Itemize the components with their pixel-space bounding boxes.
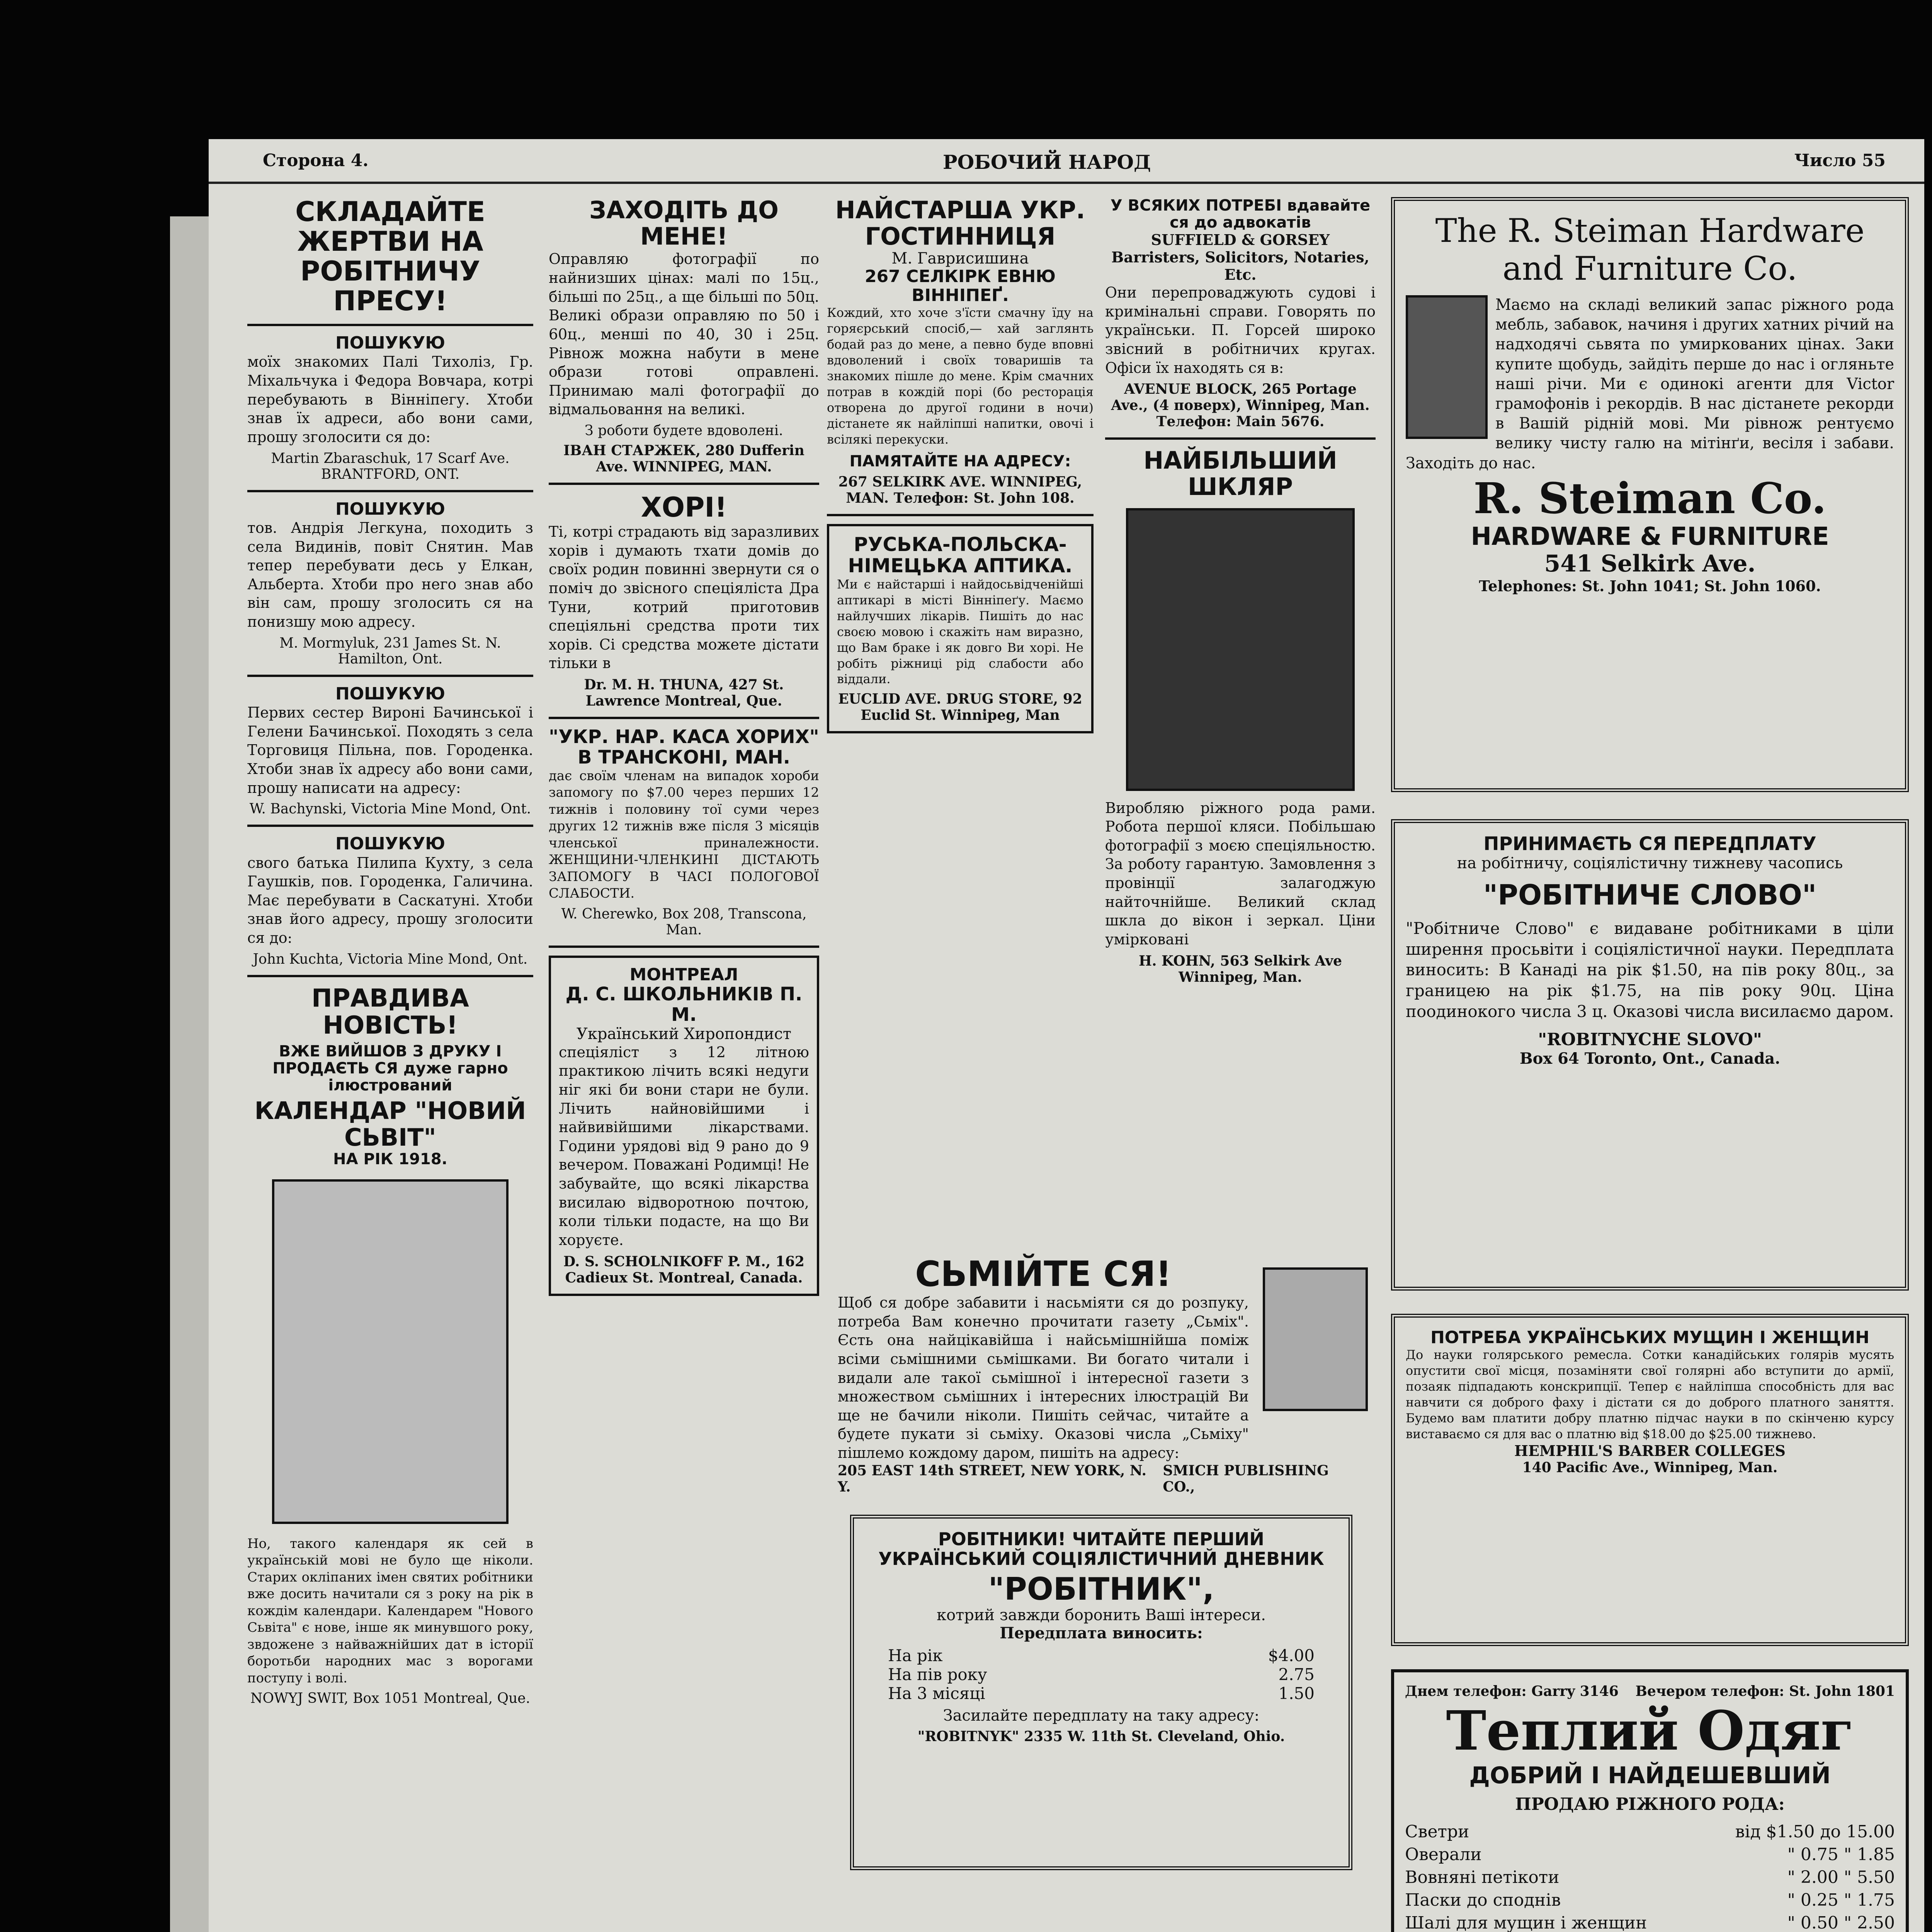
portrait-photo (1126, 508, 1355, 791)
sick-headline: ХОРІ! (641, 492, 727, 523)
glass-headline: НАЙБІЛЬШИЙ ШКЛЯР (1143, 446, 1337, 501)
gramophone-illustration (1406, 295, 1488, 439)
robitnyk-ad: РОБІТНИКИ! ЧИТАЙТЕ ПЕРШИЙ УКРАЇНСЬКИЙ СОЦІЯЛІСТИЧНИЙ ДНЕВНИК "РОБІТНИК", котрий завжди боронить Ваші інтереси. Передплата виносить: На рік $4.00 На пів року 2.75 На 3 місяці 1.50 Засилайте передплату на таку адресу: "ROBITNYK" 2335 W. 11th St. Cleveland, Ohio. (850, 1515, 1352, 1870)
barber-ad: ПОТРЕБА УКРАЇНСЬКИХ МУЩИН І ЖЕНЩИН До науки голярського ремесла. Сотки канадійських голярів мусять опустити свої місця, позаміняти свої голярні або вступити до армії, позаяк підпадають конскрипції. Тепер є найлiпша способність для вас навчити ся доброго фаху і дістати ся до доброго платного заняття. Будемо вам платити добру платню підчас науки в по скінченю курсу виставаємо ся для вас о платню від $18.00 до $25.00 тижнево. HEMPHIL'S BARBER COLLEGES 140 Pacific Ave., Winnipeg, Man. (1391, 1314, 1909, 1646)
come-headline: ЗАХОДІТЬ ДО МЕНЕ! (589, 196, 779, 251)
page-header (209, 139, 1924, 184)
column-2: ЗАХОДІТЬ ДО МЕНЕ! Оправляю фотографії по найнизших цінах: малі по 15ц., більші по 25ц., а ще більші по 50ц. Великі образи оправляю по 50 і 60ц., менші по 40, 30 і 25ц. Рівнож можна набути в мене образи готові оправлені. Принимаю малі фотографії до відмальовання на великі. З роботи будете вдоволені. ІВАН СТАРЖЕК, 280 Dufferin Ave. WINNIPEG, MAN. ХОРІ! Ті, котрі страдають від заразливих хорів і думають тхати домів до своїх родин повинні звернути ся о поміч до звісного спеціяліста Дра Туни, котрий приготовив спеціяльні средства проти тих хорів. Сі средства можете дістати тільки в Dr. M. H. THUNA, 427 St. Lawrence Montreal, Que. "УКР. НАР. КАСА ХОРИХ" В ТРАНСКОНІ, МАН. дає своїм членам на випадок хороби запомогу по $7.00 через перших 12 тижнів і половину тої суми через других 12 тижнів вже після 3 місяців членської приналежности. ЖЕНЩИНИ-ЧЛЕНКИНІ ДІСТАЮТЬ ЗАПОМОГУ В ЧАСІ ПОЛОГОВОЇ СЛАБОСТИ. W. Cherewko, Box 208, Transcona, Man. МОНТРЕАЛ Д. С. ШКОЛЬНИКІВ П. М. Український Хиропондист спеціяліст з 12 літною практикою лічить всякі недуги ніг які би вони стари не були. Лічить найновійшими і найвивійшими лікарствами. Години урядові від 9 рано до 9 вечером. Поважані Родимці! Не забувайте, що всякі лікарства висилаю відворотною почтою, коли тільки подасте, на що Ви хоруєте. D. S. SCHOLNIKOFF P. M., 162 Cadieux St. Montreal, Canada. (549, 197, 819, 1296)
clothes-ad: Днем телефон: Garry 3146 Вечером телефон: St. John 1801 Теплий Одяг ДОБРИЙ І НАЙДЕШЕВШИЙ ПРОДАЮ РІЖНОГО РОДА: Светри від $1.50 до 15.00 Оверали " 0.75 " 1.85 Вовняні петікоти " 2.00 " 5.50 Паски до споднів " 0.25 " 1.75 Шалі для мущин і женщин " 0.50 " 2.50 (1391, 1669, 1909, 1932)
issue-number: Число 55 (1794, 151, 1886, 170)
newspaper-page (209, 139, 1924, 1932)
paper-title: РОБОЧИЙ НАРОД (943, 151, 1151, 173)
kasa-headline: "УКР. НАР. КАСА ХОРИХ" В ТРАНСКОНІ, МАН. (549, 726, 819, 768)
search-ad-1: ПОШУКУЮ моїх знакомих Палі Тихоліз, Гр. Міхальчука і Федора Вовчара, котрі перебувають в Вінніпегу. Хтоби знав їх адреси, або вони сами, прошу зголосити ся до: Martin Zbaraschuk, 17 Scarf Ave. BRANTFORD, ONT. (247, 333, 533, 482)
column-3: НАЙСТАРША УКР. ГОСТИННИЦЯ М. Гаврисишина 267 СЕЛКІРК ЕВНЮ ВІННІПЕҐ. Кождий, хто хоче з'їсти смачну їду на гоpяєрський спосіб,— хай заглянть бодай раз до мене, а певно буде вповні вдоволений і своїх товаришів та знакомих пішле до мене. Крім смачних потрав в кождій порі (бо ресторація отворена до другої години в ночи) дістанете як найліпші напитки, овочі і всілякі перекуски. ПАМЯТАЙТЕ НА АДРЕСУ: 267 SELKIRK AVE. WINNIPEG, MAN. Телефон: St. John 108. РУСЬКА-ПОЛЬСКА-НІМЕЦЬКА АПТИКА. Ми є найстарші і найдосьвідченійші аптикарі в місті Вінніпеґу. Маємо найлучших лікарів. Пишіть до нас своєю мовою і скажіть нам виразно, що Вам браке і як довго Ви хорі. Не робіть ріжниці рід слабости або віддали. EUCLID AVE. DRUG STORE, 92 Euclid St. Winnipeg, Man (827, 197, 1094, 733)
pharmacy-ad: РУСЬКА-ПОЛЬСКА-НІМЕЦЬКА АПТИКА. Ми є найстарші і найдосьвідченійші аптикарі в місті Вінніпеґу. Маємо найлучших лікарів. Пишіть до нас своєю мовою і скажіть нам виразно, що Вам браке і як довго Ви хорі. Не робіть ріжниці рід слабости або віддали. EUCLID AVE. DRUG STORE, 92 Euclid St. Winnipeg, Man (827, 524, 1094, 734)
column-1 (247, 197, 533, 1706)
cartoon-illustration (1263, 1267, 1368, 1411)
search-ad-4: ПОШУКУЮ свого батька Пилипа Кухту, з села Гаушків, пов. Городенка, Галичина. Має перебувати в Саскатуні. Хтоби знав його адресу, прошу зголосити ся до: John Kuchta, Victoria Mine Mond, Ont. (247, 834, 533, 967)
clothes-price-table: Светри від $1.50 до 15.00 Оверали " 0.75 " 1.85 Вовняні петікоти " 2.00 " 5.50 Паски до споднів " 0.25 " 1.75 Шалі для мущин і женщин " 0.50 " 2.50 (1405, 1822, 1895, 1932)
donate-headline: СКЛАДАЙТЕ ЖЕРТВИ НА РОБІТНИЧУ ПРЕСУ! (295, 196, 485, 317)
robitnyk-prices: На рік $4.00 На пів року 2.75 На 3 місяці 1.50 (888, 1646, 1315, 1703)
slovo-ad: ПРИНИМАЄТЬ СЯ ПЕРЕДПЛАТУ на робітничу, соціялістичну тижневу часопись "РОБІТНИЧЕ СЛОВО" "Робітниче Слово" є видаване робітниками в ціли ширення просьвіти і соціялістичної науки. Передплата виносить: В Канаді на рік $1.50, на пів року 80ц., за границею на рік $1.75, на пів року 90ц. Ціна поодинокого числа 3 ц. Оказові числа висилаємо даром. "ROBITNYCHE SLOVO" Box 64 Toronto, Ont., Canada. (1391, 819, 1909, 1291)
previous-page-edge (170, 216, 209, 1932)
search-ad-3: ПОШУКУЮ Первих сестер Вироні Бачинської і Гелени Бачинської. Походять з села Торговиця Пільна, пов. Городенка. Хтоби знав їх адресу або вони сами, прошу написати на адресу: W. Bachynski, Victoria Mine Mond, Ont. (247, 684, 533, 817)
calendar-ad: ПРАВДИВА НОВІСТЬ! ВЖЕ ВИЙШОВ З ДРУКУ І ПРОДАЄТЬ СЯ дуже гарно ілюстрований КАЛЕНДАР "НОВИЙ СЬВІТ" НА РІК 1918. Но, такого календаря як сей в українській мові не було ще ніколи. Стариx окліпаних імен святих робітники вже досить начитали ся з року на рік в кождім календари. Календарем "Нового Сьвіта" є нове, інше як минувшого року, звдожене з найважнійших дат в історії боротьби народних мас з ворогами поступу і волі. NOWYJ SWIT, Box 1051 Montreal, Que. (247, 984, 533, 1707)
calendar-illustration (272, 1179, 509, 1524)
laugh-ad: СЬМІЙТЕ СЯ! Щоб ся добре забавити і насьміяти ся до розпуку, потреба Вам конечно прочитати газету „Сьмix". Єсть она найцікавійша і найсьмішнійша поміж всіми сьмішними сьмішками. Ви богато читали і видали але такої сьмішної і інтересної газети з множеством сьмішних і інтересних ілюстрацій Ви ще не бачили ніколи. Пишіть сейчас, читайте а будете пукати зі сьміху. Оказові числа „Сьміху" пішлемо кождому даром, пишіть на адресу: 205 EAST 14th STREET, NEW YORK, N. Y. SMICH PUBLISHING CO., (827, 1244, 1376, 1468)
search-ad-2: ПОШУКУЮ тов. Андрія Легкуна, походить з села Видинів, повіт Снятин. Мав тепер перебувати десь у Елкан, Альберта. Хтоби про него знав або він сам, прошу зголосить ся на понизшу мою адресу. M. Mormyluk, 231 James St. N. Hamilton, Ont. (247, 499, 533, 667)
montreal-ad: МОНТРЕАЛ Д. С. ШКОЛЬНИКІВ П. М. Український Хиропондист спеціяліст з 12 літною практикою лічить всякі недуги ніг які би вони стари не були. Лічить найновійшими і найвивійшими лікарствами. Години урядові від 9 рано до 9 вечером. Поважані Родимці! Не забувайте, що всякі лікарства висилаю відворотною почтою, коли тільки подасте, на що Ви хоруєте. D. S. SCHOLNIKOFF P. M., 162 Cadieux St. Montreal, Canada. (549, 956, 819, 1296)
steiman-ad: The R. Steiman Hardware and Furniture Co. Маємо на складі великий запас ріжного рода мебль, забавок, начиня і других хатних річий на надходячі сьвята по умиркованих цінах. Заки купите щобудь, зайдіть перше до нас і огляньте наші річи. Ми є одинокі агенти для Victor грамофонів і рекордів. В нас дістанете рекорди в Вашій рідній мові. Ми рівнож рентуємо велику чисту галю на мітінґи, весіля і забави. Заходіть до нас. R. Steiman Co. HARDWARE & FURNITURE 541 Selkirk Ave. Telephones: St. John 1041; St. John 1060. (1391, 197, 1909, 792)
column-4: У ВСЯКИХ ПОТРЕБІ вдавайте ся до адвокатів SUFFIELD & GORSEY Barristers, Solicitors, Notaries, Etc. Они перепроваджують судові і кримінальні справи. Говорять по українськи. П. Горсей широко звісний в робітничих кругах. Офіси їх находять ся в: AVENUE BLOCK, 265 Portage Ave., (4 поверх), Winnipeg, Man. Телефон: Main 5676. НАЙБІЛЬШИЙ ШКЛЯР Виробляю ріжного рода рами. Робота першої кляси. Побільшаю фотографії з моєю спеціяльностю. За роботу гарантую. Замовлення з провінції залагоджую найточнійше. Великий склад шкла до вікон і зеркал. Ціни умірковані H. KOHN, 563 Selkirk Ave Winnipeg, Man. (1105, 197, 1376, 985)
page-number: Сторона 4. (263, 151, 369, 170)
hotel-headline: НАЙСТАРША УКР. ГОСТИННИЦЯ (835, 196, 1085, 251)
